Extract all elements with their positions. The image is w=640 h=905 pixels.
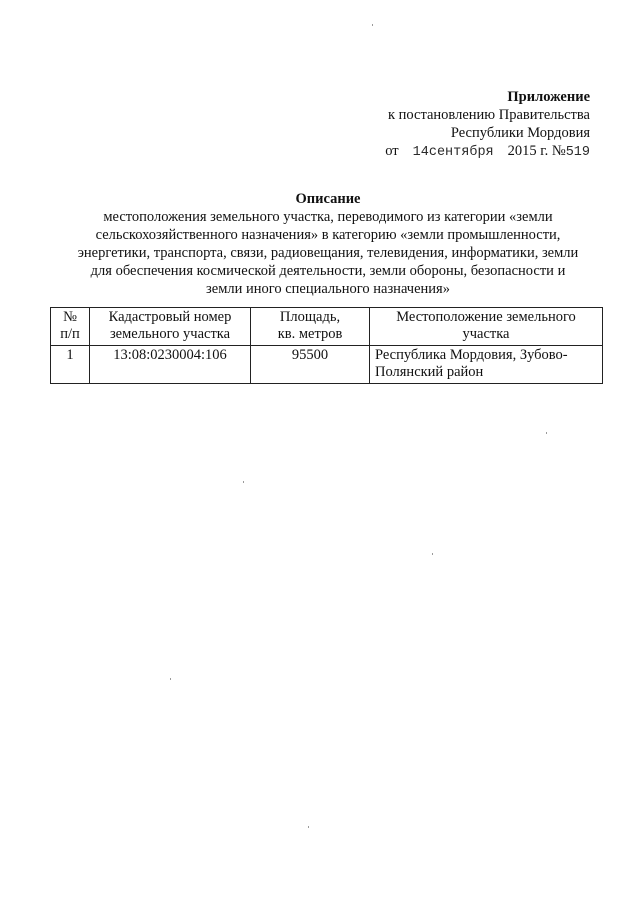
date-month: сентября [428,145,494,160]
land-plot-table [50,307,603,384]
description-heading: Описание [295,191,361,207]
scan-speck [308,826,309,828]
table-header-row [51,308,603,346]
date-prefix: от [385,143,399,159]
header-number: № п/п [51,308,90,346]
description-line-4: для обеспечения космической деятельности, земли обороны, безопасности и [90,263,566,279]
appendix-line-2: Республики Мордовия [450,125,590,141]
cell-area: 95500 [251,346,370,384]
description-line-2: сельскохозяйственного назначения» в категорию «земли промышленности, [95,227,561,243]
header-location: Местоположение земельного участка [370,308,603,346]
resolution-number: 519 [565,145,590,160]
header-cadastral: Кадастровый номер земельного участка [90,308,251,346]
appendix-dateline [340,142,590,162]
number-sign: № [551,143,566,159]
date-year: 2015 г. [507,143,549,159]
appendix-title: Приложение [507,89,590,105]
date-day: 14 [412,145,429,160]
scan-speck [372,24,373,26]
cell-location [370,346,603,384]
scan-speck [170,678,171,680]
cell-location-line-1: Республика Мордовия, Зубово- [375,347,568,363]
cell-cadastral: 13:08:0230004:106 [90,346,251,384]
header-area: Площадь, кв. метров [251,308,370,346]
description-block [48,190,608,298]
cell-location-line-2: Полянский район [375,364,484,380]
scan-speck [432,553,433,555]
scan-speck [546,432,547,434]
scan-speck [243,481,244,483]
cell-number: 1 [51,346,90,384]
description-line-1: местоположения земельного участка, переводимого из категории «земли [103,209,553,225]
table-row [51,346,603,384]
description-line-5: земли иного специального назначения» [206,281,450,297]
appendix-block [340,88,590,162]
appendix-line-1: к постановлению Правительства [388,107,590,123]
description-line-3: энергетики, транспорта, связи, радиовещания, телевидения, информатики, земли [77,245,579,261]
